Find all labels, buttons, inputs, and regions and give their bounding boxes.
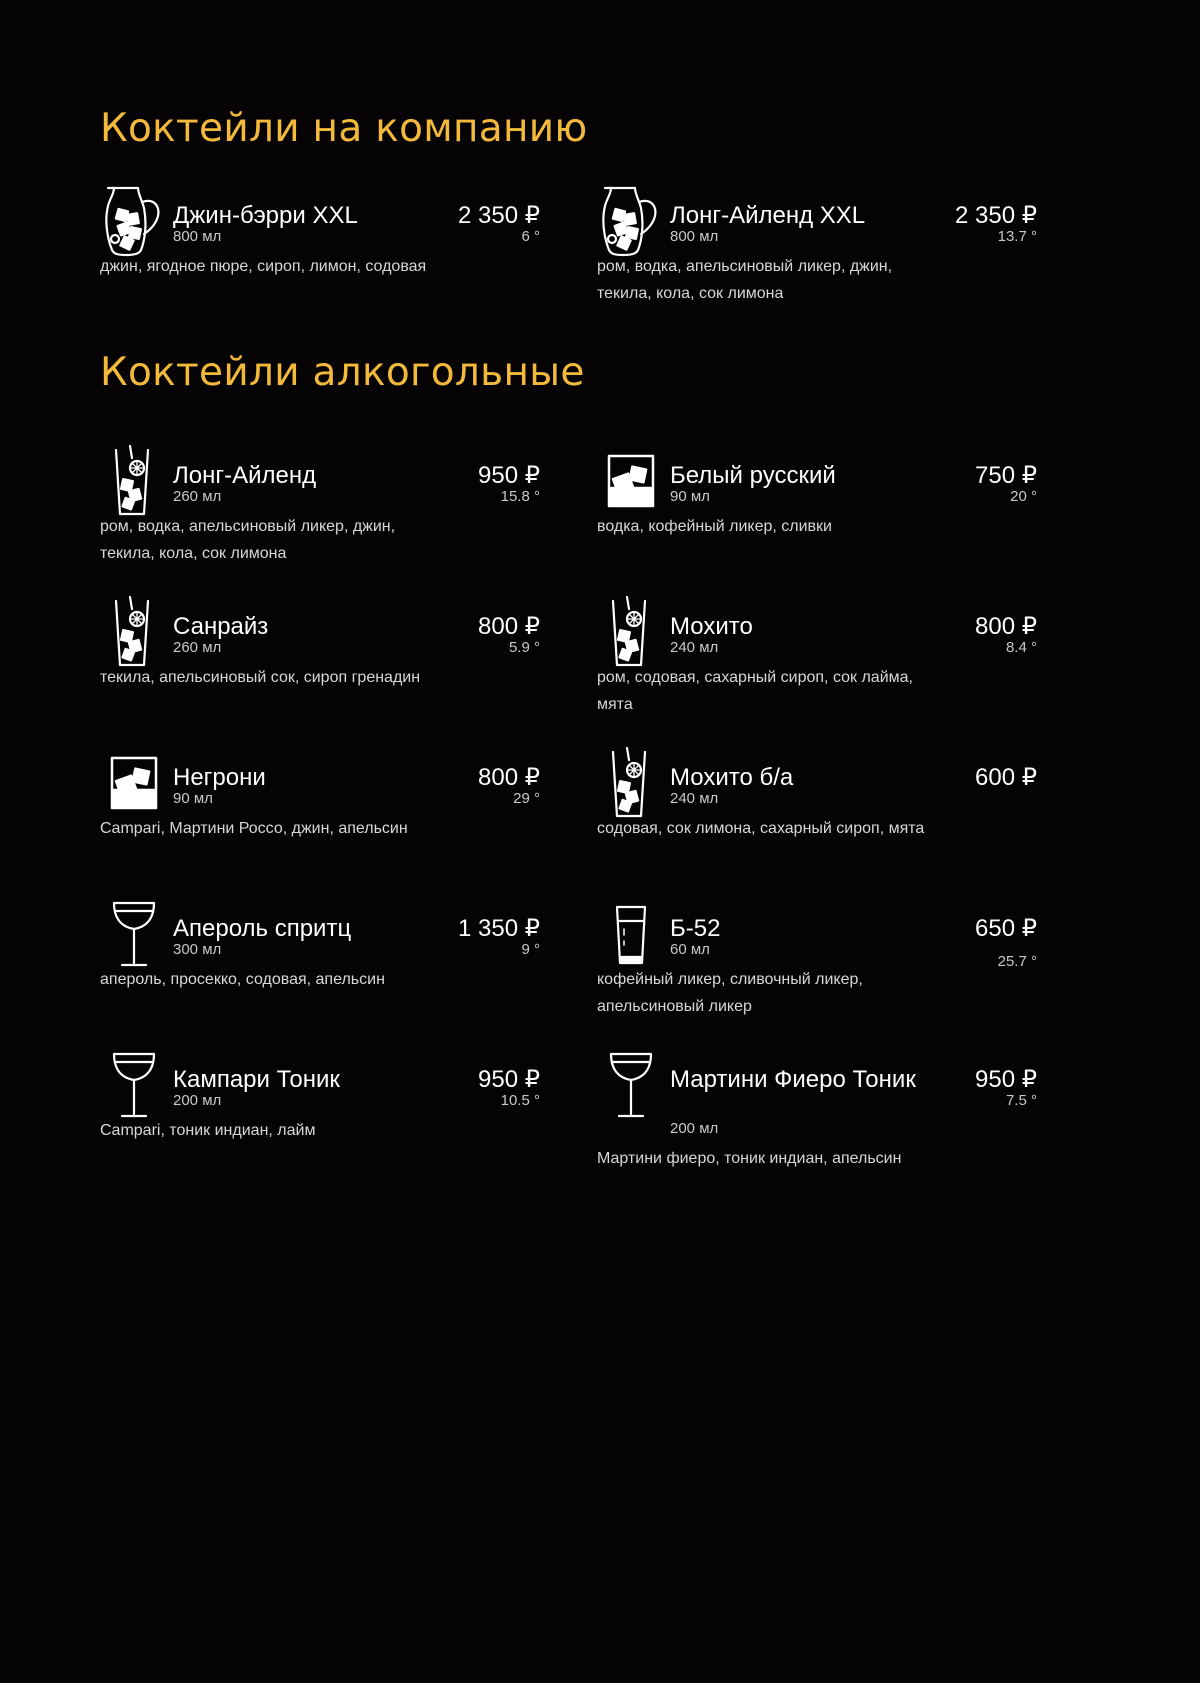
item-abv: 6 ° — [521, 228, 540, 245]
item-price: 800 ₽ — [975, 613, 1037, 640]
item-price: 2 350 ₽ — [955, 202, 1037, 229]
item-price: 600 ₽ — [975, 764, 1037, 791]
item-description: ром, водка, апельсиновый ликер, джин, текила, кола, сок лимона — [597, 258, 893, 302]
item-name: Мохито б/а — [670, 764, 794, 791]
rocks-glass-icon — [601, 444, 661, 518]
menu-item — [597, 1052, 1037, 1192]
item-price: 650 ₽ — [975, 915, 1037, 942]
item-description: ром, водка, апельсиновый ликер, джин, текила, кола, сок лимона — [100, 518, 396, 562]
item-volume: 60 мл — [670, 941, 710, 958]
item-name: Белый русский — [670, 462, 836, 489]
item-volume: 800 мл — [670, 228, 719, 245]
coupe-glass-icon — [104, 1048, 164, 1122]
item-abv: 15.8 ° — [500, 488, 540, 505]
item-name: Негрони — [173, 764, 266, 791]
item-price: 800 ₽ — [478, 764, 540, 791]
item-volume: 800 мл — [173, 228, 222, 245]
menu-item — [597, 188, 1037, 328]
item-price: 950 ₽ — [478, 462, 540, 489]
item-name: Мартини Фиеро Тоник — [670, 1066, 916, 1093]
item-description: ром, содовая, сахарный сироп, сок лайма, мята — [597, 669, 913, 713]
item-name: Лонг-Айленд XXL — [670, 202, 866, 229]
coupe-glass-icon — [601, 1048, 661, 1122]
item-name: Б-52 — [670, 915, 721, 942]
section-title-group: Коктейли на компанию — [100, 106, 588, 151]
section-title-alcoholic: Коктейли алкогольные — [100, 350, 585, 395]
pitcher-icon — [104, 184, 164, 258]
item-volume: 240 мл — [670, 639, 719, 656]
item-description: кофейный ликер, сливочный ликер, апельсиновый ликер — [597, 971, 863, 1015]
item-description: апероль, просекко, содовая, апельсин — [100, 971, 385, 988]
highball-glass-icon — [601, 746, 661, 820]
item-abv: 20 ° — [1010, 488, 1037, 505]
item-price: 2 350 ₽ — [458, 202, 540, 229]
shot-glass-icon — [601, 897, 661, 971]
menu-item — [597, 750, 1037, 890]
highball-glass-icon — [104, 444, 164, 518]
item-abv: 5.9 ° — [508, 639, 540, 656]
menu-item — [597, 448, 1037, 588]
menu-item — [597, 599, 1037, 739]
highball-glass-icon — [104, 595, 164, 669]
item-volume: 240 мл — [670, 790, 719, 807]
item-name: Санрайз — [173, 613, 269, 640]
item-price: 750 ₽ — [975, 462, 1037, 489]
item-description: содовая, сок лимона, сахарный сироп, мята — [597, 820, 925, 837]
menu-item — [100, 188, 540, 328]
item-description: водка, кофейный ликер, сливки — [597, 518, 832, 535]
item-description: джин, ягодное пюре, сироп, лимон, содовая — [100, 258, 427, 275]
item-volume: 300 мл — [173, 941, 222, 958]
item-description: Мартини фиеро, тоник индиан, апельсин — [597, 1150, 902, 1167]
coupe-glass-icon — [104, 897, 164, 971]
menu-item — [100, 901, 540, 1041]
item-abv: 7.5 ° — [1005, 1092, 1037, 1109]
pitcher-icon — [601, 184, 661, 258]
item-volume: 260 мл — [173, 639, 222, 656]
item-abv: 9 ° — [521, 941, 540, 958]
highball-glass-icon — [601, 595, 661, 669]
item-volume: 200 мл — [670, 1120, 719, 1137]
item-abv: 29 ° — [513, 790, 540, 807]
item-name: Лонг-Айленд — [173, 462, 317, 489]
item-description: текила, апельсиновый сок, сироп гренадин — [100, 669, 421, 686]
menu-item — [100, 1052, 540, 1192]
item-abv: 25.7 ° — [997, 953, 1037, 970]
item-abv: 8.4 ° — [1005, 639, 1037, 656]
item-description: Campari, Мартини Россо, джин, апельсин — [100, 820, 408, 837]
item-price: 800 ₽ — [478, 613, 540, 640]
item-price: 950 ₽ — [478, 1066, 540, 1093]
item-name: Джин-бэрри XXL — [173, 202, 358, 229]
item-description: Campari, тоник индиан, лайм — [100, 1122, 316, 1139]
item-volume: 90 мл — [670, 488, 710, 505]
menu-item — [597, 901, 1037, 1041]
menu-item — [100, 599, 540, 739]
item-volume: 260 мл — [173, 488, 222, 505]
item-volume: 200 мл — [173, 1092, 222, 1109]
menu-item — [100, 448, 540, 588]
item-price: 1 350 ₽ — [458, 915, 540, 942]
item-name: Кампари Тоник — [173, 1066, 340, 1093]
item-price: 950 ₽ — [975, 1066, 1037, 1093]
item-name: Апероль спритц — [173, 915, 352, 942]
menu-item — [100, 750, 540, 890]
item-abv: 10.5 ° — [500, 1092, 540, 1109]
rocks-glass-icon — [104, 746, 164, 820]
item-volume: 90 мл — [173, 790, 213, 807]
item-abv: 13.7 ° — [997, 228, 1037, 245]
item-name: Мохито — [670, 613, 753, 640]
